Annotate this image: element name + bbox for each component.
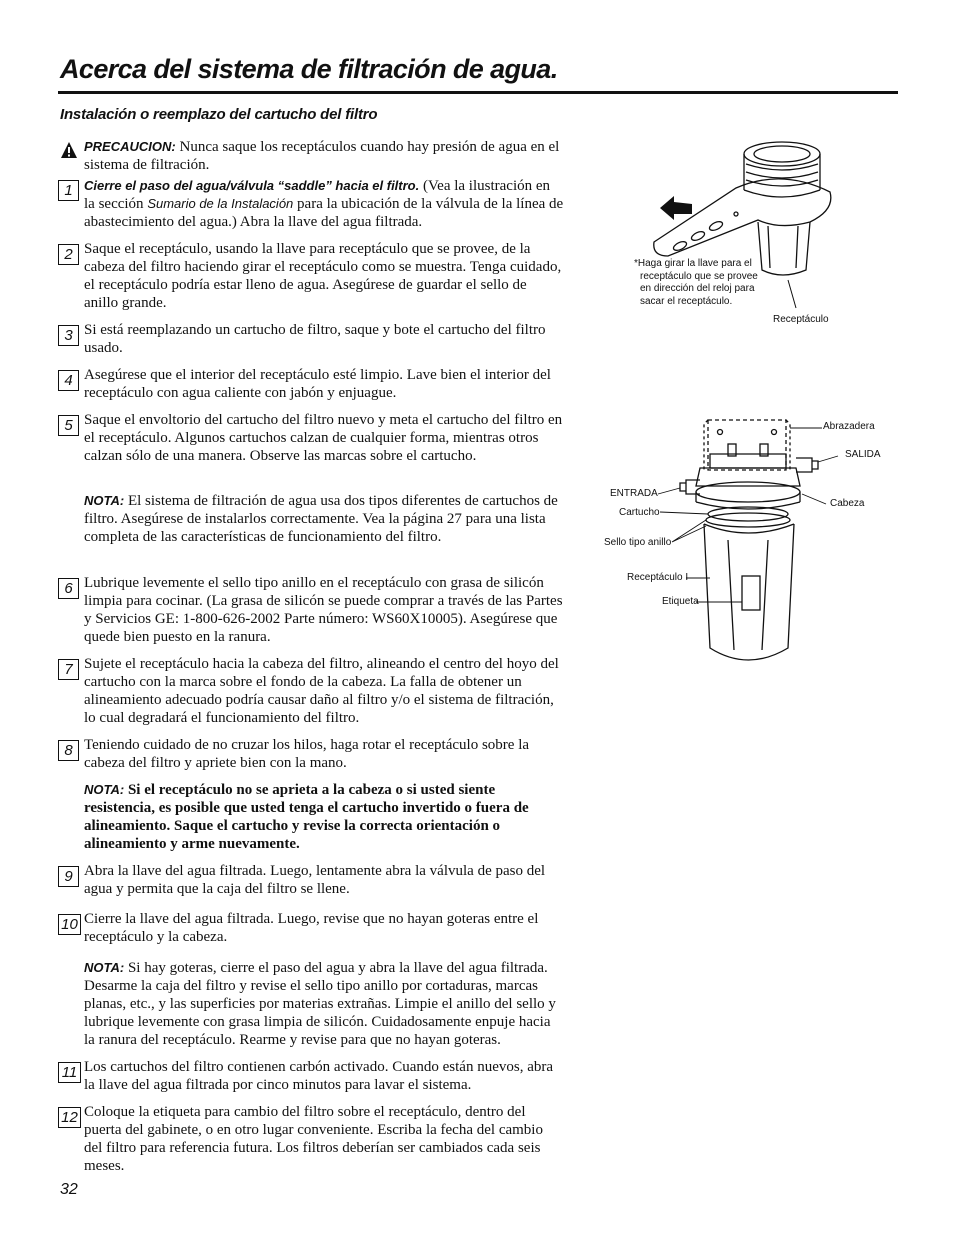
caution-block bbox=[84, 138, 564, 174]
housing-label: Receptáculo I bbox=[627, 572, 689, 583]
step-number: 7 bbox=[58, 659, 79, 680]
note-3 bbox=[84, 959, 564, 1049]
bracket-label: Abrazadera bbox=[823, 421, 875, 432]
head-label: Cabeza bbox=[830, 498, 865, 509]
page-title: Acerca del sistema de filtración de agua. bbox=[60, 54, 558, 84]
step-number: 4 bbox=[58, 370, 79, 391]
section-heading: Instalación o reemplazo del cartucho del filtro bbox=[60, 106, 378, 123]
inlet-label: ENTRADA bbox=[610, 488, 658, 499]
note-1 bbox=[84, 492, 564, 546]
note-2 bbox=[84, 781, 564, 853]
step-4: Asegúrese que el interior del receptáculo esté limpio. Lave bien el interior del receptáculo con agua caliente con jabón y enjuague. bbox=[84, 367, 551, 401]
cartridge-label: Cartucho bbox=[619, 507, 660, 518]
title-rule bbox=[58, 91, 898, 94]
step-1 bbox=[84, 177, 564, 231]
step-number: 1 bbox=[58, 180, 79, 201]
step-6: Lubrique levemente el sello tipo anillo en el receptáculo con grasa de silicón limpia para cocinar. (La grasa de silicón se puede comprar a través de las Partes y Servicios GE: 1-800-626-2002 Parte número: WS60X10005). Asegúrese que quede bien puesto en la ranura. bbox=[84, 575, 563, 645]
step-12: Coloque la etiqueta para cambio del filtro sobre el receptáculo, dentro del puerta del gabinete, o en otro lugar conveniente. Escriba la fecha del cambio del filtro para referencia futura. Los filtros deberían ser cambiados cada seis meses. bbox=[84, 1104, 543, 1174]
note-3-text: Si hay goteras, cierre el paso del agua y abra la llave del agua filtrada. Desarme la caja del filtro y revise el sello tipo anillo por cortaduras, marcas planas, etc., y las superficies por materias extrañas. Limpie el anillo del sello y lubrique levemente con grasa limpia de silicón. Cuidadosamente enpuje hacia la ranura del receptáculo. Rearme y revise para que no hayan goteras. bbox=[84, 960, 556, 1048]
sticker-label: Etiqueta bbox=[662, 596, 699, 607]
caution-text: Nunca saque los receptáculos cuando hay presión de agua en el sistema de filtración. bbox=[84, 139, 560, 173]
note-label: NOTA: bbox=[84, 493, 125, 508]
step-7: Sujete el receptáculo hacia la cabeza del filtro, alineando el centro del hoyo del cartucho con la marca sobre el fondo de la cabeza. La falla de obtener un alineamiento adecuado podría causar daño al filtro y/o el sistema de filtración, lo cual degradará el funcionamiento del filtro. bbox=[84, 656, 559, 726]
step-3: Si está reemplazando un cartucho de filtro, saque y bote el cartucho del filtro usado. bbox=[84, 322, 546, 356]
step-10: Cierre la llave del agua filtrada. Luego, revise que no hayan goteras entre el receptáculo y la cabeza. bbox=[84, 911, 539, 945]
caution-label: PRECAUCION: bbox=[84, 139, 176, 154]
step-number: 8 bbox=[58, 740, 79, 761]
note-label: NOTA: bbox=[84, 960, 125, 975]
step-number: 2 bbox=[58, 244, 79, 265]
step-number: 3 bbox=[58, 325, 79, 346]
step-number: 10 bbox=[58, 914, 81, 935]
step-number: 6 bbox=[58, 578, 79, 599]
page-number: 32 bbox=[60, 1181, 78, 1198]
step-1-reference: Sumario de la Instalación bbox=[147, 196, 294, 211]
receptacle-label: Receptáculo bbox=[773, 314, 829, 325]
step-1-text: (Vea la ilustración en la sección bbox=[84, 178, 551, 212]
note-2-text: Si el receptáculo no se aprieta a la cabeza o si usted siente resistencia, es posible que usted tenga el cartucho invertido o fuera de alineamiento. Saque el cartucho y revise la correcta orientación o alineamiento y arme nuevamente. bbox=[84, 782, 529, 852]
step-8: Teniendo cuidado de no cruzar los hilos, haga rotar el receptáculo sobre la cabeza del filtro y apriete bien con la mano. bbox=[84, 737, 530, 771]
step-11: Los cartuchos del filtro contienen carbón activado. Cuando están nuevos, abra la llave del agua filtrada por cinco minutos para lavar el sistema. bbox=[84, 1059, 554, 1093]
step-1-text-end: para la ubicación de la válvula de la línea de abastecimiento del agua.) Abra la llave del agua filtrada. bbox=[84, 196, 564, 230]
step-number: 12 bbox=[58, 1107, 81, 1128]
step-number: 5 bbox=[58, 415, 79, 436]
note-label: NOTA: bbox=[84, 782, 125, 797]
step-5: Saque el envoltorio del cartucho del filtro nuevo y meta el cartucho del filtro en el receptáculo. Algunos cartuchos calzan de cualquier forma, mientras otros calzan sólo de una manera. Observe las marcas sobre el cartucho. bbox=[84, 412, 563, 464]
outlet-label: SALIDA bbox=[845, 449, 881, 460]
step-number: 11 bbox=[58, 1062, 81, 1083]
step-9: Abra la llave del agua filtrada. Luego, lentamente abra la válvula de paso del agua y permita que la caja del filtro se llene. bbox=[84, 863, 546, 897]
step-number: 9 bbox=[58, 866, 79, 887]
o-ring-label: Sello tipo anillo bbox=[604, 537, 672, 548]
note-1-text: El sistema de filtración de agua usa dos tipos diferentes de cartuchos de filtro. Asegúrese de instalarlos correctamente. Vea la página 27 para una lista completa de las características de funcionamiento del filtro. bbox=[84, 493, 558, 545]
step-1-lead: Cierre el paso del agua/válvula “saddle” hacia el filtro. bbox=[84, 178, 420, 193]
wrench-caption: *Haga girar la llave para el receptáculo que se provee en dirección del reloj para sacar el receptáculo. bbox=[634, 258, 758, 307]
step-2: Saque el receptáculo, usando la llave para receptáculo que se provee, de la cabeza del filtro haciendo girar el receptáculo como se muestra. Tenga cuidado, el receptáculo podría estar lleno de agua. Asegúrese de guardar el sello de anillo grande. bbox=[84, 241, 562, 311]
warning-icon bbox=[60, 141, 78, 159]
